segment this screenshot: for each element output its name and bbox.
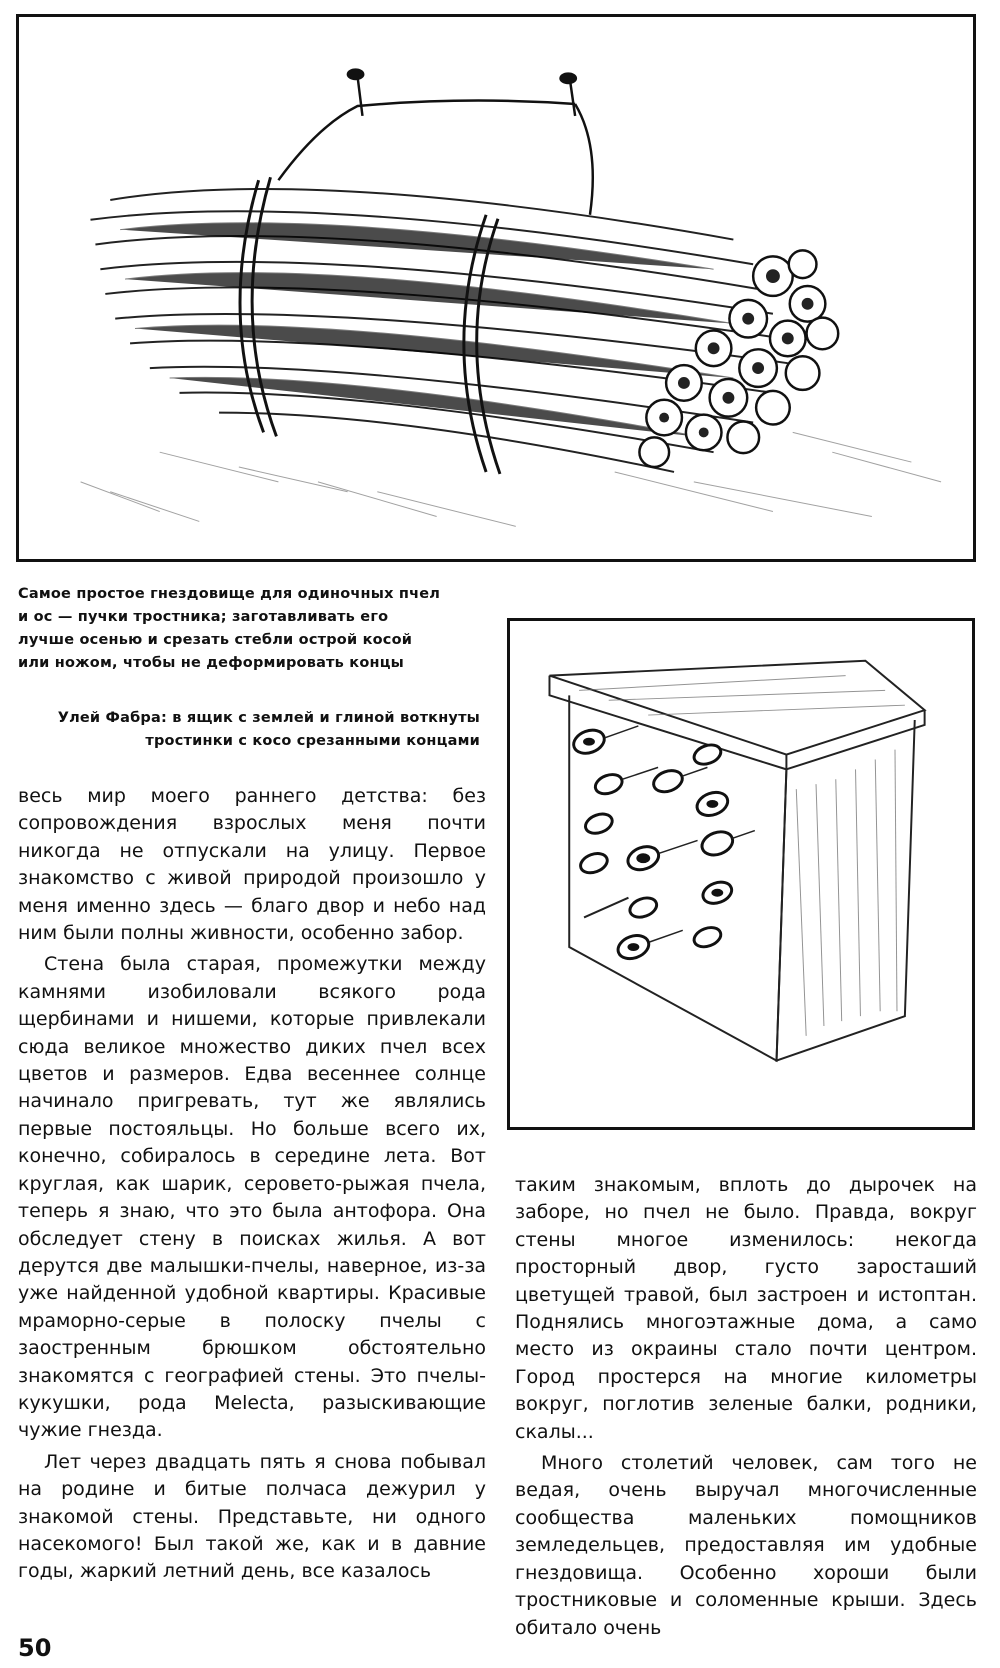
reed-bundle-caption: Самое простое гнездовище для одиночных пчел и ос — пучки тростника; заготавливать его лучше осенью и срезать стебли острой косой или ножом, чтобы не деформировать концы bbox=[18, 586, 441, 671]
fabre-hive-figure bbox=[507, 618, 975, 1130]
article-left-column bbox=[18, 783, 486, 1586]
paragraph: таким знакомым, вплоть до дырочек на заборе, но пчел не было. Правда, вокруг стены многое изменилось: некогда просторный двор, густо заросташий цветущей травой, был застроен и истоптан. Поднялись многоэтажные дома, а само место из окраины стало почти центром. Город простерся на многие километры вокруг, поглотив зеленые балки, родники, скалы... bbox=[515, 1174, 977, 1443]
fabre-hive-illustration bbox=[510, 621, 972, 1127]
reed-bundle-figure bbox=[16, 14, 976, 562]
reed-bundle-illustration bbox=[19, 17, 973, 559]
fabre-hive-caption: Улей Фабра: в ящик с землей и глиной воткнуты тростинки с косо срезанными концами bbox=[57, 710, 480, 749]
page-number: 50 bbox=[18, 1634, 52, 1662]
paragraph: Много столетий человек, сам того не ведая, очень выручал многочисленные сообщества маленьких помощников земледельцев, предоставляя им удобные гнездовища. Особенно хороши были тростниковые и соломенные крыши. Здесь обитало очень bbox=[515, 1452, 977, 1639]
paragraph: весь мир моего раннего детства: без сопровождения взрослых меня почти никогда не отпускали на улицу. Первое знакомство с живой природой произошло у меня именно здесь — благо двор и небо над ним были полны живности, особенно забор. bbox=[18, 785, 486, 945]
paragraph: Стена была старая, промежутки между камнями изобиловали всякого рода щербинами и нишеми, которые привлекали сюда великое множество диких пчел всех цветов и размеров. Едва весеннее солнце начинало пригревать, тут же являлись первые постояльцы. Но больше всего их, конечно, собиралось в середине лета. Вот круглая, как шарик, серовето-рыжая пчела, теперь я знаю, что это была антофора. Она обследует стену в поисках жилья. А вот дерутся две малышки-пчелы, наверное, из-за уже найденной удобной квартиры. Красивые мраморно-серые в полоску пчелы с заостренным брюшком обстоятельно знакомятся с географией стены. Это пчелы-кукушки, рода Melecta, разыскивающие чужие гнезда. bbox=[18, 953, 486, 1442]
paragraph: Лет через двадцать пять я снова побывал на родине и битые полчаса дежурил у знакомой стены. Представьте, ни одного насекомого! Был такой же, как и в давние годы, жаркий летний день, все казалось bbox=[18, 1450, 486, 1583]
article-right-column bbox=[515, 1172, 977, 1642]
